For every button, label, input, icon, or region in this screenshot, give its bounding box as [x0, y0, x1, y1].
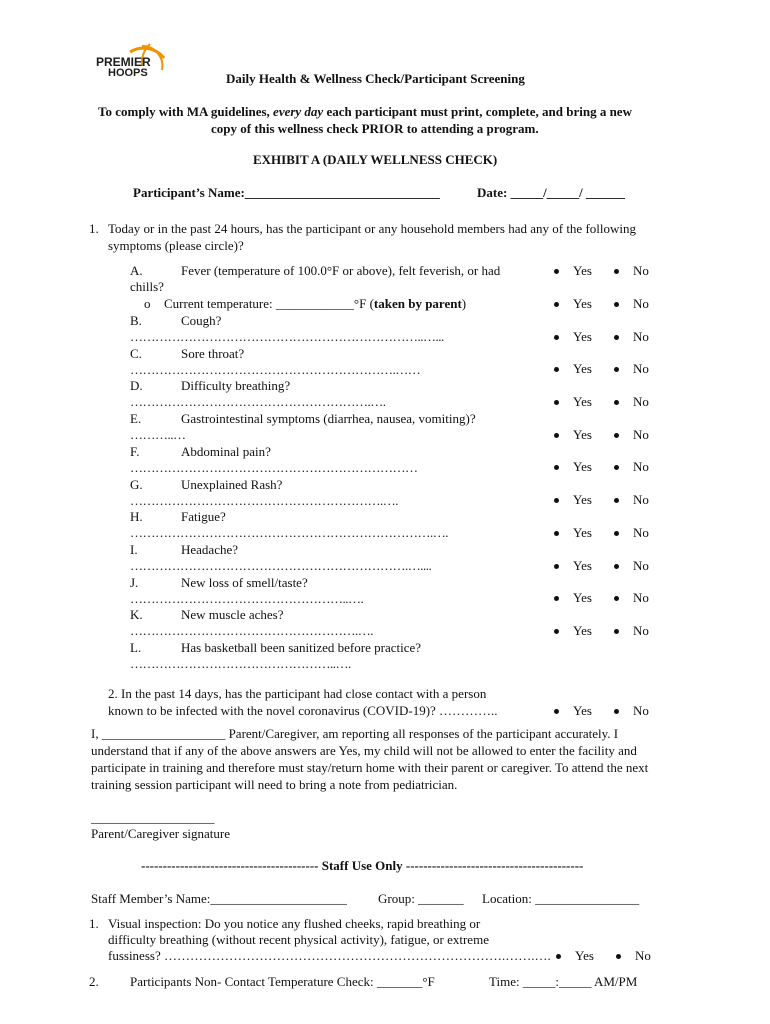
bullet-icon [556, 954, 561, 959]
q2-line-1: 2. In the past 14 days, has the participant had close contact with a person [108, 686, 487, 701]
item-a-label-cont: chills? [130, 279, 164, 294]
bullet-icon [614, 709, 619, 714]
bullet-icon [614, 367, 619, 372]
item-letter: C. [130, 345, 142, 361]
item-letter: E. [130, 411, 142, 427]
intro-line-2: copy of this wellness check PRIOR to attending a program. [211, 121, 539, 136]
exhibit-heading: EXHIBIT A (DAILY WELLNESS CHECK) [253, 152, 498, 167]
no-option[interactable] [614, 590, 649, 606]
participant-name-field[interactable]: Participant’s Name:______________________________ [133, 185, 440, 200]
no-option[interactable] [614, 525, 649, 541]
logo-line-2: HOOPS [108, 67, 148, 79]
item-dot-leader: …………………………………………..…. [130, 656, 351, 671]
item-a-letter: A. [130, 263, 143, 278]
item-dot-leader: ………………………………………………………….….... [130, 557, 432, 573]
no-label: No [633, 329, 649, 344]
no-label: No [633, 361, 649, 376]
item-dot-leader: ……………………………………………………………….…. [130, 525, 448, 541]
signature-label: Parent/Caregiver signature [91, 826, 230, 841]
item-letter: G. [130, 476, 143, 492]
bullet-icon [554, 302, 559, 307]
current-temperature-field[interactable] [164, 296, 466, 312]
no-label: No [633, 525, 649, 540]
bullet-icon [614, 302, 619, 307]
yes-option[interactable] [554, 427, 592, 443]
yes-label: Yes [573, 590, 592, 605]
bullet-icon [554, 400, 559, 405]
attest-line-4: training session participant will need to bring a note from pediatrician. [91, 777, 458, 792]
item-letter: K. [130, 607, 143, 623]
item-label: Abdominal pain? [181, 443, 271, 459]
yes-option[interactable] [554, 558, 592, 574]
q1-text-line-1: Today or in the past 24 hours, has the participant or any household members had any of the following [108, 221, 636, 236]
yes-option[interactable] [554, 590, 592, 606]
location-field[interactable]: Location: ________________ [482, 891, 640, 906]
bullet-icon [616, 954, 621, 959]
item-label: Difficulty breathing? [181, 378, 291, 394]
visual-no-label: No [635, 948, 651, 963]
item-label: Unexplained Rash? [181, 476, 283, 492]
bullet-icon [554, 433, 559, 438]
item-dot-leader: …………………………………………………….…. [130, 492, 398, 508]
bullet-icon [614, 269, 619, 274]
no-label: No [633, 459, 649, 474]
yes-option[interactable] [554, 394, 592, 410]
yes-label: Yes [573, 492, 592, 507]
q2-no-option[interactable] [614, 703, 649, 719]
no-label: No [633, 427, 649, 442]
bullet-icon [554, 498, 559, 503]
attest-line-1: I, ___________________ Parent/Caregiver, am reporting all responses of the participant accurately. I [91, 726, 619, 741]
temp-check-number: 2. [89, 974, 99, 989]
visual-line-1: Visual inspection: Do you notice any flushed cheeks, rapid breathing or [108, 916, 481, 931]
item-label: Cough? [181, 313, 222, 328]
bullet-icon [554, 269, 559, 274]
bullet-icon [614, 596, 619, 601]
temp-bold: taken by parent [373, 296, 462, 311]
item-letter: H. [130, 509, 143, 525]
bullet-icon [554, 335, 559, 340]
visual-yes-option[interactable] [556, 948, 594, 964]
bullet-icon [614, 564, 619, 569]
yes-option[interactable] [554, 361, 592, 377]
item-letter: F. [130, 443, 140, 459]
no-label: No [633, 492, 649, 507]
yes-label: Yes [573, 296, 592, 311]
bullet-icon [554, 367, 559, 372]
q2-yes-option[interactable] [554, 703, 592, 719]
yes-option[interactable] [554, 329, 592, 345]
bullet-icon [614, 335, 619, 340]
yes-option[interactable] [554, 623, 592, 639]
q2-yes-label: Yes [573, 703, 592, 718]
bullet-icon [554, 709, 559, 714]
item-letter: B. [130, 313, 142, 328]
visual-line-2: difficulty breathing (without recent physical activity), fatigue, or extreme [108, 932, 489, 947]
item-dot-leader: ………………………………………………….…. [130, 394, 386, 410]
intro-line-1 [98, 104, 632, 120]
attest-line-3: participate in training and therefore must stay/return home with their parent or caregiver. To attend the next [91, 760, 649, 775]
item-dot-leader: ……………………………………………………….…… [130, 361, 421, 377]
yes-label: Yes [573, 427, 592, 442]
yes-option[interactable] [554, 296, 592, 312]
bullet-icon [614, 465, 619, 470]
no-option[interactable] [614, 361, 649, 377]
temp-bullet: o [144, 296, 151, 311]
no-option[interactable] [614, 459, 649, 475]
bullet-icon [554, 564, 559, 569]
intro-text-a: To comply with MA guidelines, [98, 104, 274, 119]
bullet-icon [614, 433, 619, 438]
visual-yes-label: Yes [575, 948, 594, 963]
logo-line-1: PREMIER [96, 55, 151, 69]
item-label: Fatigue? [181, 509, 226, 525]
visual-number: 1. [89, 916, 99, 931]
no-option[interactable] [614, 329, 649, 345]
item-label: Gastrointestinal symptoms (diarrhea, nausea, vomiting)? [181, 411, 476, 427]
no-option[interactable] [614, 394, 649, 410]
yes-label: Yes [573, 263, 592, 278]
temp-close: ) [461, 296, 467, 311]
bullet-icon [554, 465, 559, 470]
staff-divider: ----------------------------------------- Staff Use Only ----------------------------------------- [141, 858, 584, 873]
yes-label: Yes [573, 525, 592, 540]
q2-no-label: No [633, 703, 649, 718]
item-letter: J. [130, 574, 139, 590]
item-letter: I. [130, 541, 138, 557]
no-label: No [633, 558, 649, 573]
no-option[interactable] [614, 492, 649, 508]
no-option[interactable] [614, 263, 649, 279]
no-label: No [633, 590, 649, 605]
no-option[interactable] [614, 623, 649, 639]
item-dot-leader: ……………………………………………..…. [130, 590, 364, 606]
item-letter: L. [130, 640, 142, 655]
item-letter: D. [130, 378, 143, 394]
q1-text-line-2: symptoms (please circle)? [108, 238, 244, 253]
item-label: Headache? [181, 541, 239, 557]
yes-label: Yes [573, 459, 592, 474]
yes-option[interactable] [554, 492, 592, 508]
attest-line-2: understand that if any of the above answers are Yes, my child will not be allowed to enter the facility and [91, 743, 637, 758]
q2-line-2: known to be infected with the novel coronavirus (COVID-19)? ………….. [108, 703, 498, 718]
bullet-icon [614, 629, 619, 634]
yes-label: Yes [573, 329, 592, 344]
no-option[interactable] [614, 427, 649, 443]
bullet-icon [554, 629, 559, 634]
bullet-icon [554, 531, 559, 536]
bullet-icon [554, 596, 559, 601]
yes-option[interactable] [554, 525, 592, 541]
signature-line[interactable]: ___________________ [91, 810, 215, 825]
yes-option[interactable] [554, 263, 592, 279]
yes-option[interactable] [554, 459, 592, 475]
item-dot-leader: ……………………………………………….…. [130, 623, 373, 639]
no-label: No [633, 623, 649, 638]
temp-check-field[interactable]: Participants Non- Contact Temperature Check: _______°F [130, 974, 435, 989]
q1-number: 1. [89, 221, 99, 236]
item-dot-leader: ………..… [130, 427, 186, 443]
item-label: New loss of smell/taste? [181, 574, 308, 590]
bullet-icon [614, 531, 619, 536]
no-label: No [633, 263, 649, 278]
premier-hoops-logo [90, 40, 172, 86]
no-label: No [633, 296, 649, 311]
item-label: Sore throat? [181, 345, 245, 361]
item-dot-leader: ……………………………………………………………..…... [130, 329, 444, 344]
yes-label: Yes [573, 361, 592, 376]
item-dot-leader: …………………………………………………………… [130, 459, 418, 475]
bullet-icon [614, 498, 619, 503]
time-field[interactable]: Time: _____:_____ AM/PM [489, 974, 638, 989]
page-title: Daily Health & Wellness Check/Participant Screening [226, 71, 525, 86]
staff-name-field[interactable]: Staff Member’s Name:_____________________ [91, 891, 347, 906]
no-option[interactable] [614, 558, 649, 574]
no-label: No [633, 394, 649, 409]
temp-text: Current temperature: ____________°F ( [164, 296, 374, 311]
item-label: New muscle aches? [181, 607, 284, 623]
item-label: Has basketball been sanitized before practice? [181, 640, 422, 655]
yes-label: Yes [573, 623, 592, 638]
date-field[interactable]: Date: _____/_____/ ______ [477, 185, 626, 200]
group-field[interactable]: Group: _______ [378, 891, 464, 906]
no-option[interactable] [614, 296, 649, 312]
intro-emphasis: every day [273, 104, 324, 119]
yes-label: Yes [573, 394, 592, 409]
item-a-label: Fever (temperature of 100.0°F or above), felt feverish, or had [181, 263, 501, 278]
visual-line-3: fussiness? …………………………………………………………………….…….…. [108, 948, 551, 963]
bullet-icon [614, 400, 619, 405]
visual-no-option[interactable] [616, 948, 651, 964]
yes-label: Yes [573, 558, 592, 573]
intro-text-b: each participant must print, complete, and bring a new [323, 104, 632, 119]
